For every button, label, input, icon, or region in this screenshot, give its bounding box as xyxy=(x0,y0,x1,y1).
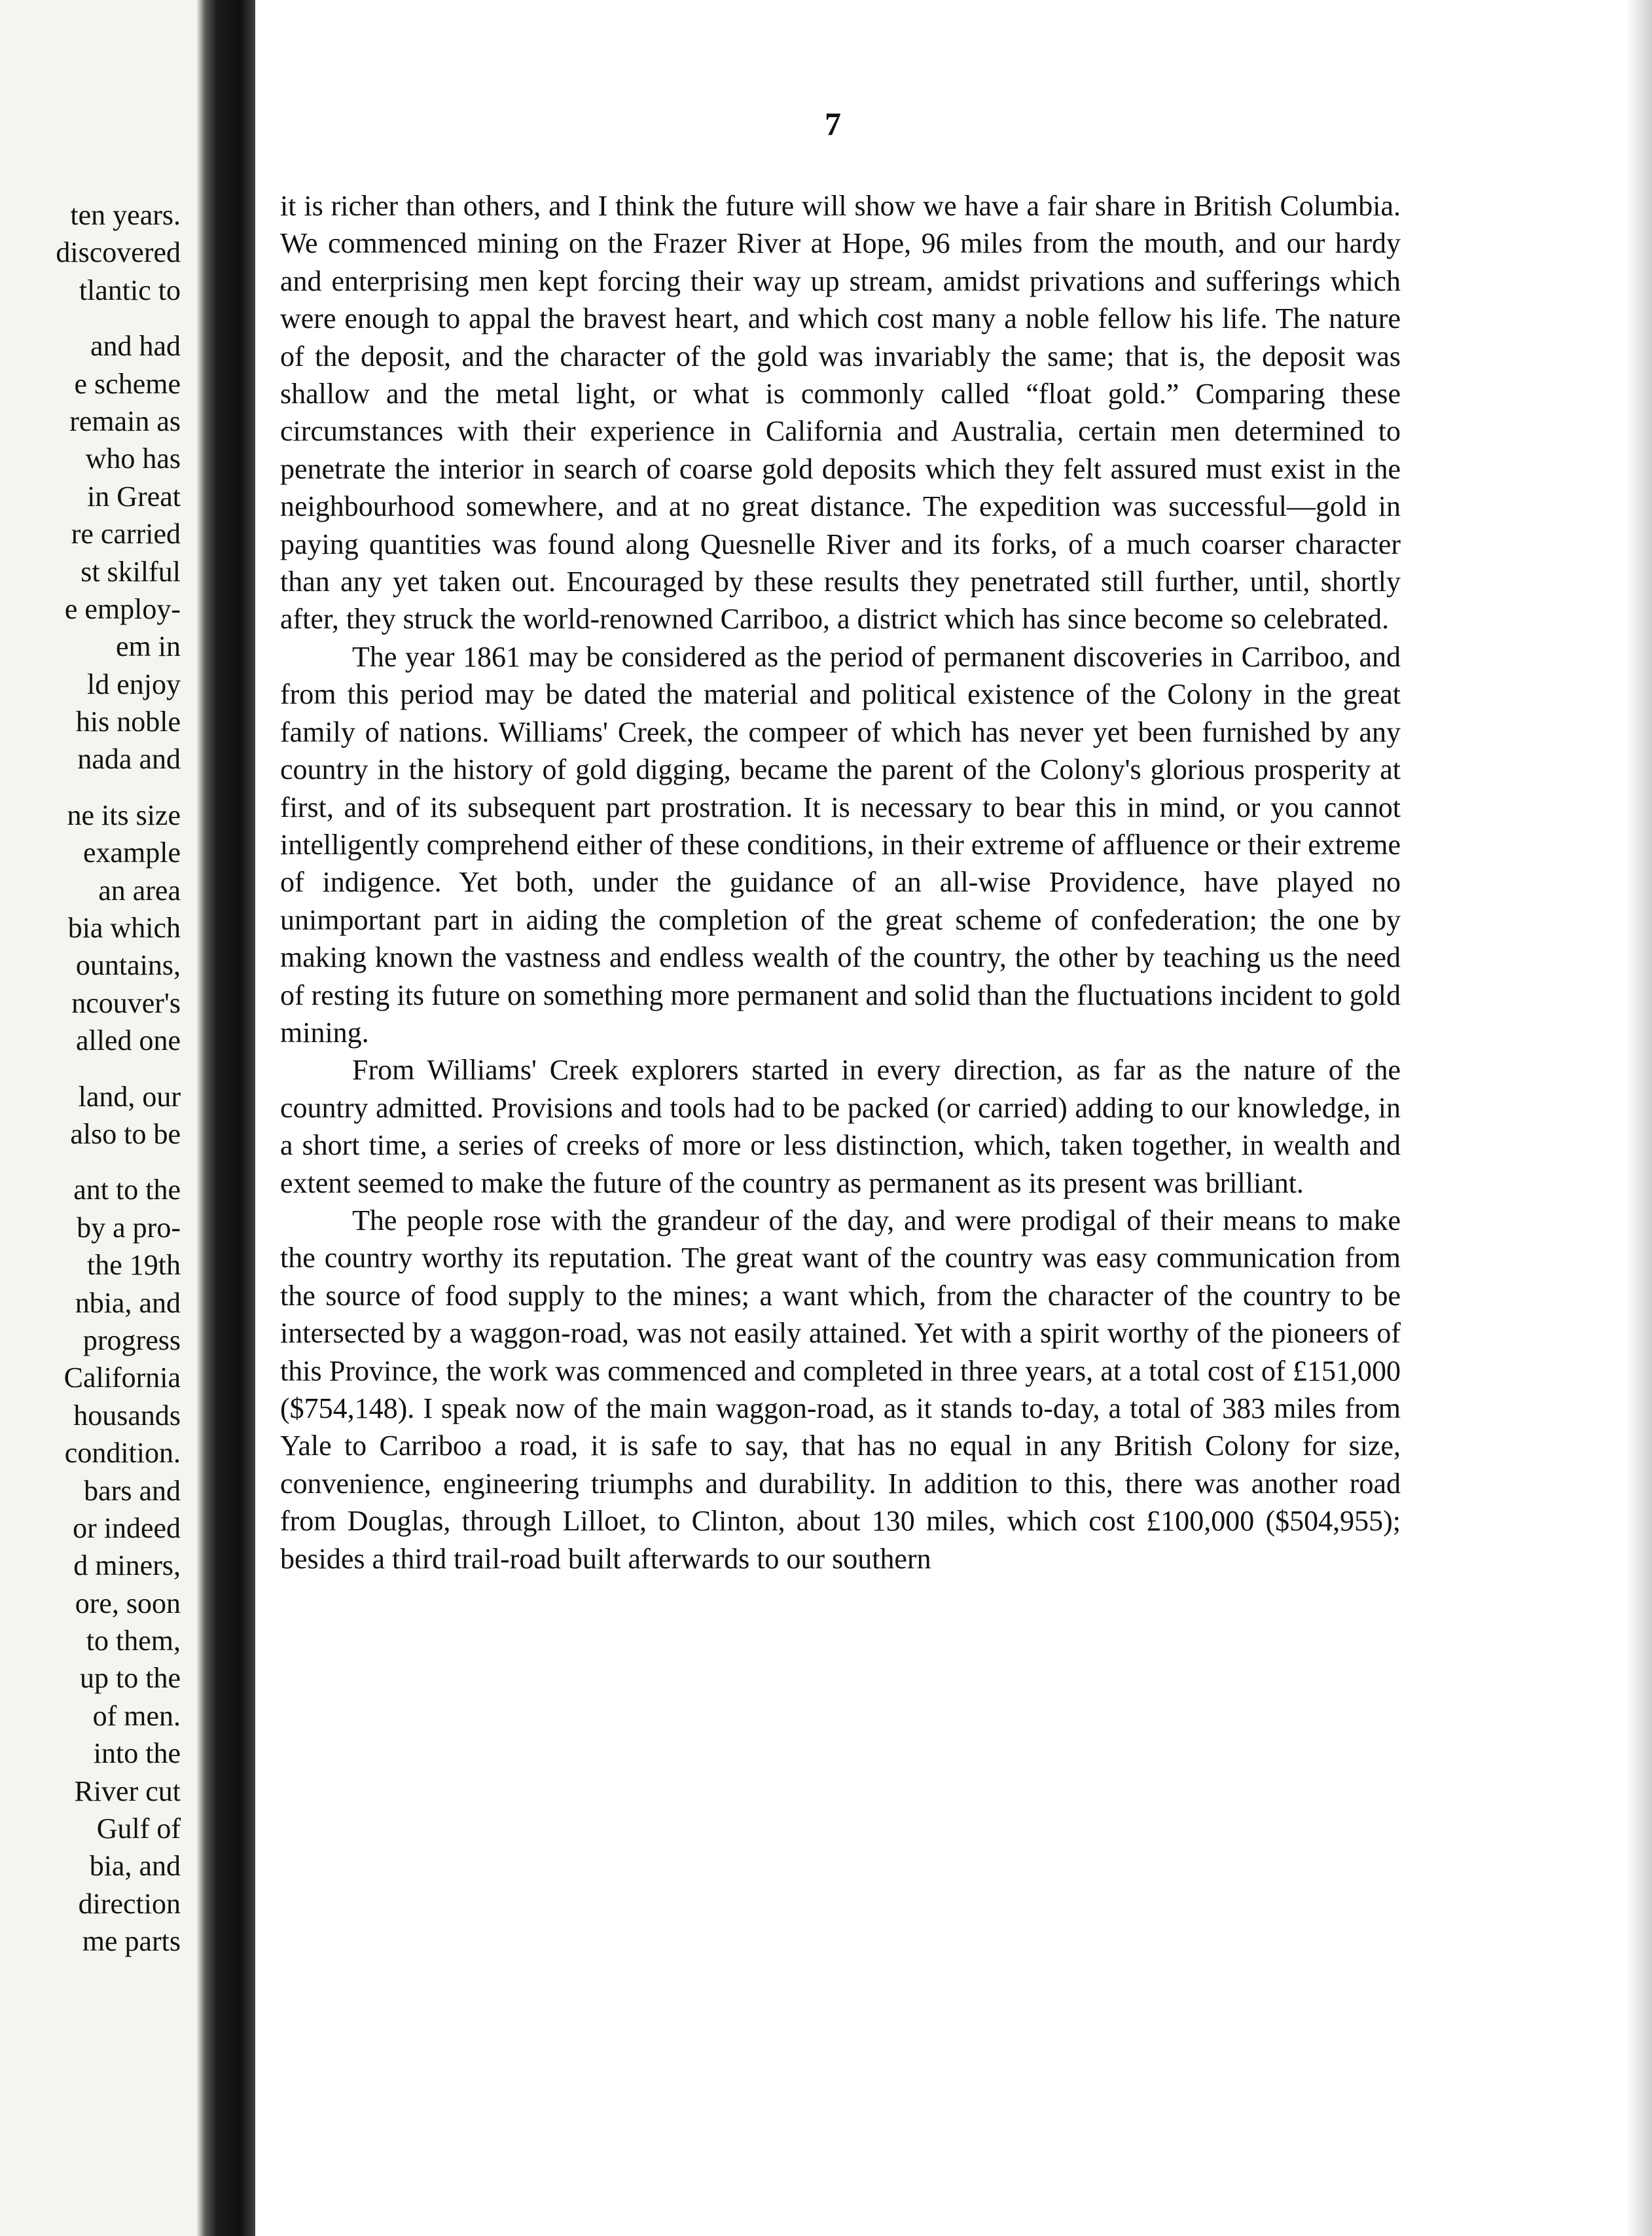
left-line: in Great xyxy=(87,480,181,513)
left-line: by a pro- xyxy=(77,1211,181,1244)
left-line-gap xyxy=(0,309,181,327)
left-line: ld enjoy xyxy=(87,668,181,700)
paragraph-2: The year 1861 may be considered as the period of permanent discoveries in Carriboo, and from this period may be dated the material and political existence of the Colony in the great family of nations. Williams' Creek, the compeer of which has never yet been furnished by any country in the history of gold digging, became the parent of the Colony's glorious prosperity at first, and of its subsequent part prostration. It is necessary to bear this in mind, or you cannot intelligently comprehend either of these conditions, in their extreme of affluence or their extreme of indigence. Yet both, under the guidance of an all-wise Providence, have played no unimportant part in aiding the completion of the great scheme of confederation; the one by making known the vastness and endless wealth of the country, the other by teaching us the need of resting its future on something more permanent and solid than the fluctuations incident to gold mining. xyxy=(280,640,1401,1049)
left-line: d miners, xyxy=(73,1549,181,1582)
left-line: alled one xyxy=(75,1024,181,1057)
page-edge-shadow xyxy=(1626,0,1652,2236)
left-line: Gulf of xyxy=(96,1812,181,1845)
left-line: the 19th xyxy=(87,1249,181,1282)
left-line: his noble xyxy=(75,706,181,738)
left-line: nada and xyxy=(77,743,181,776)
left-page-text-fragments xyxy=(0,196,181,1960)
left-line: also to be xyxy=(70,1117,181,1150)
left-line: ore, soon xyxy=(75,1587,181,1619)
left-line: nbia, and xyxy=(75,1286,181,1319)
book-gutter xyxy=(196,0,255,2236)
left-line: discovered xyxy=(56,236,181,269)
left-line: example xyxy=(82,837,181,869)
left-line: who has xyxy=(85,442,181,475)
left-line: an area xyxy=(98,874,181,907)
left-line-gap xyxy=(0,778,181,797)
left-line: of men. xyxy=(92,1699,181,1732)
left-line: ant to the xyxy=(73,1174,181,1206)
paragraph-4: The people rose with the grandeur of the day, and were prodigal of their means to make the country worthy its reputation. The great want of the country was easy communication from the source of food supply to the mines; a want which, from the character of the country to be intersected by a waggon-road, was not easily attained. Yet with a spirit worthy of the pioneers of this Province, the work was commenced and completed in three years, at a total cost of £151,000 ($754,148). I speak now of the main waggon-road, as it stands to-day, a total of 383 miles from Yale to Carriboo a road, it is safe to say, that has no equal in any British Colony for size, convenience, engineering triumphs and durability. In addition to this, there was another road from Douglas, through Lilloet, to Clinton, about 130 miles, which cost £100,000 ($504,955); besides a third trail-road built afterwards to our southern xyxy=(280,1204,1401,1575)
left-line: land, our xyxy=(78,1080,181,1113)
left-line: California xyxy=(63,1361,181,1394)
left-line: up to the xyxy=(80,1662,181,1695)
left-line: ountains, xyxy=(75,949,181,982)
left-line: River cut xyxy=(74,1775,181,1807)
left-line: re carried xyxy=(71,518,181,550)
paragraph-1: it is richer than others, and I think the future will show we have a fair share in British Columbia. We commenced mining on the Frazer River at Hope, 96 miles from the mouth, and our hardy and enterprising men kept forcing their way up stream, amidst privations and sufferings which were enough to appal the bravest heart, and which cost many a noble fellow his life. The nature of the deposit, and the character of the gold was invariably the same; that is, the deposit was shallow and the metal light, or what is commonly called “float gold.” Comparing these circumstances with their experience in California and Australia, certain men determined to penetrate the interior in search of coarse gold deposits which they felt assured must exist in the neighbourhood somewhere, and at no great distance. The expedition was successful—gold in paying quantities was found along Quesnelle River and its forks, of a much coarser character than any yet taken out. Encouraged by these results they penetrated still further, until, shortly after, they struck the world-renowned Carriboo, a district which has since become so celebrated. xyxy=(280,190,1401,636)
left-line: bia which xyxy=(67,912,181,945)
left-line-gap xyxy=(0,1153,181,1171)
left-line: tlantic to xyxy=(79,274,181,306)
left-line: e scheme xyxy=(74,367,181,400)
left-line: into the xyxy=(93,1737,181,1770)
page-body-text xyxy=(280,187,1401,1578)
left-facing-page xyxy=(0,0,196,2236)
page-number: 7 xyxy=(825,105,841,142)
left-line: st skilful xyxy=(81,555,181,588)
left-line: progress xyxy=(82,1324,181,1356)
left-line: em in xyxy=(116,630,181,663)
left-line: direction xyxy=(78,1887,181,1920)
left-line: to them, xyxy=(86,1625,181,1657)
left-line: bia, and xyxy=(89,1850,181,1883)
left-line: ten years. xyxy=(70,199,181,231)
paragraph-3: From Williams' Creek explorers started in every direction, as far as the nature of the country admitted. Provisions and tools had to be packed (or carried) adding to our knowledge, in a short time, a series of creeks of more or less distinction, which, taken together, in wealth and extent seemed to make the future of the country as permanent as its present was brilliant. xyxy=(280,1054,1401,1199)
left-line: and had xyxy=(90,330,181,363)
left-line: or indeed xyxy=(73,1511,181,1544)
left-line: ne its size xyxy=(67,799,181,831)
left-line: bars and xyxy=(84,1474,181,1507)
left-line-gap xyxy=(0,1060,181,1078)
left-line: housands xyxy=(73,1399,181,1432)
left-line: remain as xyxy=(69,405,181,437)
left-line: e employ- xyxy=(64,592,181,625)
left-line: ncouver's xyxy=(71,986,181,1019)
left-line: condition. xyxy=(64,1437,181,1470)
left-line: me parts xyxy=(82,1925,181,1958)
